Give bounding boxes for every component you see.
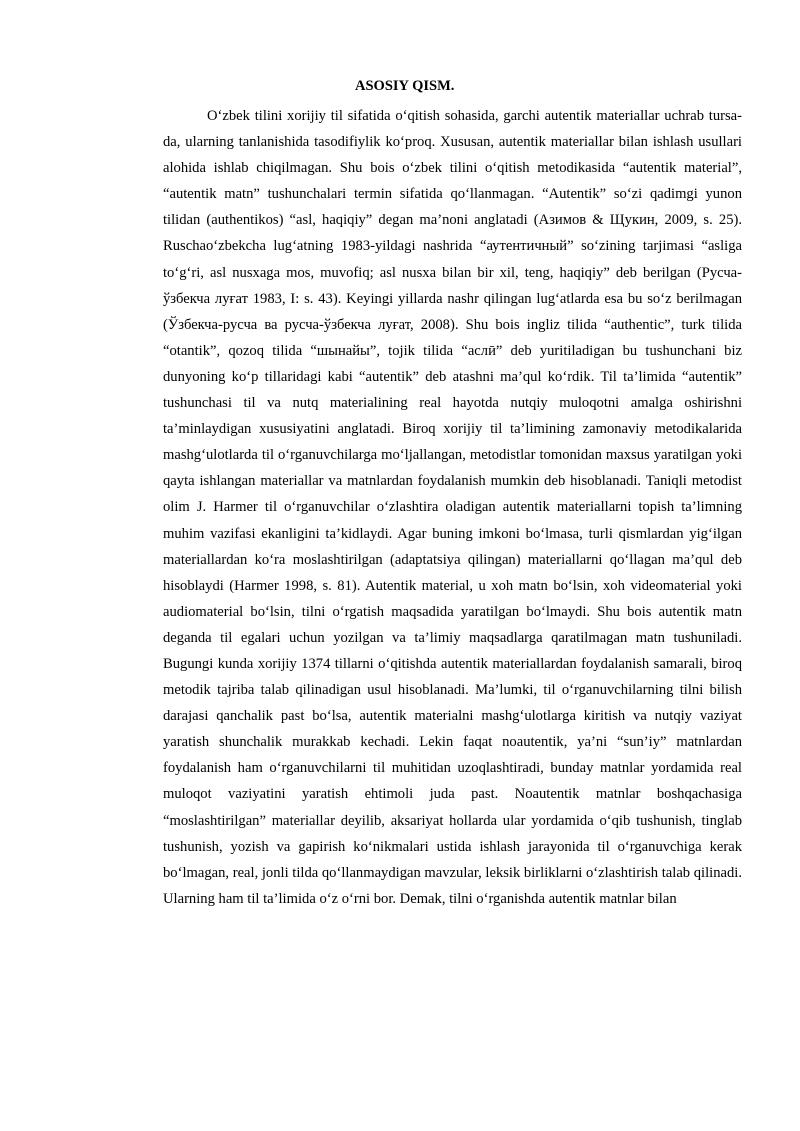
section-heading: ASOSIY QISM. [355, 78, 455, 94]
body-paragraph: O‘zbek tilini xorijiy til sifatida o‘qitish sohasida, garchi autentik materiallar uchrab tursa-da, ularning tanlanishida tasodifiylik ko‘proq. Xususan, autentik materiallar bilan ishlash usullari alohida ishlab chiqilmagan. Shu bois o‘zbek tilini o‘qitish metodikasida “autentik material”, “autentik matn” tushunchalari termin sifatida qo‘llanmagan. “Autentik” so‘zi qadimgi yunon tilidan (authentikos) “asl, haqiqiy” degan ma’noni anglatadi (Азимов & Щукин, 2009, s. 25). Ruschao‘zbekcha lug‘atning 1983-yildagi nashrida “аутентичный” so‘zining tarjimasi “asliga to‘g‘ri, asl nusxaga mos, muvofiq; asl nusxa bilan bir xil, teng, haqiqiy” deb berilgan (Русча-ўзбекча луғат 1983, I: s. 43). Keyingi yillarda nashr qilingan lug‘atlarda esa bu so‘z berilmagan (Ўзбекча-русча ва русча-ўзбекча луғат, 2008). Shu bois ingliz tilida “authentic”, turk tilida “otantik”, qozoq tilida “шынайы”, tojik tilida “аслӣ” deb yuritiladigan bu tushunchani biz dunyoning ko‘p tillaridagi kabi “autentik” deb atashni ma’qul ko‘rdik. Til ta’limida “autentik” tushunchasi til va nutq materialining real hayotda nutqiy muloqotni amalga oshirishni ta’minlaydigan xususiyatini anglatadi. Biroq xorijiy til ta’limining zamonaviy metodikalarida mashg‘ulotlarda til o‘rganuvchilarga mo‘ljallangan, metodistlar tomonidan maxsus yaratilgan yoki qayta ishlangan materiallar va matnlardan foydalanish mumkin deb hisoblanadi. Taniqli metodist olim J. Harmer til o‘rganuvchilar o‘zlashtira oladigan autentik materiallarni topish ta’limning muhim vazifasi ekanligini ta’kidlaydi. Agar buning imkoni bo‘lmasa, turli qismlardan yig‘ilgan materiallardan ko‘ra moslashtirilgan (adaptatsiya qilingan) materiallarni qo‘llagan ma’qul deb hisoblaydi (Harmer 1998, s. 81). Autentik material, u xoh matn bo‘lsin, xoh videomaterial yoki audiomaterial bo‘lsin, tilni o‘rgatish maqsadida yaratilgan bo‘lmaydi. Shu bois autentik matn deganda til egalari uchun yozilgan va ta’limiy maqsadlarga qaratilmagan matn tushuniladi. Bugungi kunda xorijiy 1374 tillarni o‘qitishda autentik materiallardan foydalanish samarali, biroq metodik tajriba talab qilinadigan usul hisoblanadi. Ma’lumki, til o‘rganuvchilarning tilni bilish darajasi qanchalik past bo‘lsa, autentik materialni mashg‘ulotlarga kiritish va nutqiy vaziyat yaratish shunchalik murakkab kechadi. Lekin faqat noautentik, ya’ni “sun’iy” matnlardan foydalanish ham o‘rganuvchilarni til muhitidan uzoqlashtiradi, bunday matnlar yordamida real muloqot vaziyatini yaratish ehtimoli juda past. Noautentik matnlar boshqachasiga “moslashtirilgan” materiallar deyilib, aksariyat hollarda ular yordamida o‘qib tushunish, tinglab tushunish, yozish va gapirish ko‘nikmalari ustida ishlash jarayonida til o‘rganuvchiga kerak bo‘lmagan, real, jonli tilda qo‘llanmaydigan mavzular, leksik birliklarni o‘zlashtirish talab qilinadi. Ularning ham til ta’limida o‘z o‘rni bor. Demak, tilni o‘rganishda autentik matnlar bilan [163, 108, 742, 907]
